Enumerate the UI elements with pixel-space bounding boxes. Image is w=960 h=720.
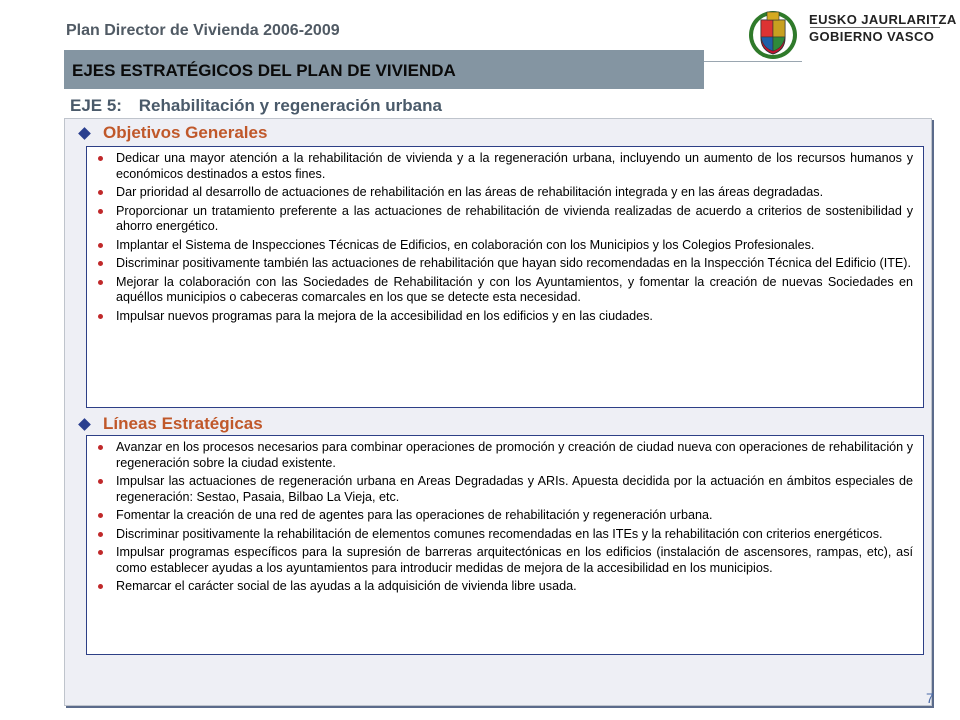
list-item: Impulsar programas específicos para la supresión de barreras arquitectónicas en los edificios (instalación de ascensores, rampas, etc), así como establecer ayudas a los ayuntamientos para introducir medidas de mejora de la accesibilidad en los municipios.: [98, 545, 913, 577]
coat-of-arms-icon: [747, 8, 799, 60]
axis-number: EJE 5:: [70, 96, 122, 115]
bullet-dot-icon: [98, 445, 103, 450]
list-item: Dar prioridad al desarrollo de actuaciones de rehabilitación en las áreas de rehabilitación integrada y en las áreas degradadas.: [98, 185, 913, 201]
objetivos-box: [86, 146, 924, 408]
bullet-dot-icon: [98, 209, 103, 214]
bullet-dot-icon: [98, 532, 103, 537]
bullet-dot-icon: [98, 156, 103, 161]
list-item: Avanzar en los procesos necesarios para combinar operaciones de promoción y creación de ciudad nueva con operaciones de rehabilitación y regeneración sobre la ciudad existente.: [98, 440, 913, 472]
list-item: Impulsar las actuaciones de regeneración urbana en Areas Degradadas y ARIs. Apuesta decidida por la actuación en ámbitos especiales de regeneración: Sestao, Pasaia, Bilbao La Vieja, etc.: [98, 474, 913, 506]
section-title: Objetivos Generales: [103, 123, 268, 142]
bullet-dot-icon: [98, 584, 103, 589]
list-item: Fomentar la creación de una red de agentes para las operaciones de rehabilitación y regeneración urbana.: [98, 508, 913, 524]
bullet-dot-icon: [98, 550, 103, 555]
bullet-dot-icon: [98, 314, 103, 319]
list-item: Discriminar positivamente también las actuaciones de rehabilitación que hayan sido recomendadas en la Inspección Técnica del Edificio (ITE).: [98, 256, 913, 272]
section-title: Líneas Estratégicas: [103, 414, 263, 433]
list-item: Mejorar la colaboración con las Sociedades de Rehabilitación y con los Ayuntamientos, y fomentar la creación de nuevas Sociedades en aquéllos municipios o cabeceras comarcales en los que se detecte esta necesidad.: [98, 275, 913, 307]
government-name: [809, 11, 957, 45]
section-heading-objetivos: [78, 123, 267, 143]
gov-divider: [810, 27, 940, 28]
gov-line-basque: EUSKO JAURLARITZA: [809, 12, 957, 27]
bullet-dot-icon: [98, 479, 103, 484]
bullet-dot-icon: [98, 280, 103, 285]
list-item: Implantar el Sistema de Inspecciones Técnicas de Edificios, en colaboración con los Municipios y los Colegios Profesionales.: [98, 238, 913, 254]
page-number: 7: [926, 690, 934, 706]
diamond-bullet-icon: [78, 418, 91, 431]
list-item: Proporcionar un tratamiento preferente a las actuaciones de rehabilitación de vivienda realizadas de acuerdo a criterios de sostenibilidad y ahorro energético.: [98, 204, 913, 236]
bullet-dot-icon: [98, 243, 103, 248]
banner-title: EJES ESTRATÉGICOS DEL PLAN DE VIVIENDA: [72, 61, 456, 80]
bullet-dot-icon: [98, 513, 103, 518]
banner-divider: [704, 61, 802, 62]
bullet-dot-icon: [98, 190, 103, 195]
list-item: Discriminar positivamente la rehabilitación de elementos comunes recomendadas en las ITEs y la rehabilitación con criterios energéticos.: [98, 527, 913, 543]
list-item: Impulsar nuevos programas para la mejora de la accesibilidad en los edificios y en las ciudades.: [98, 309, 913, 325]
diamond-bullet-icon: [78, 127, 91, 140]
axis-title: Rehabilitación y regeneración urbana: [138, 96, 442, 115]
objetivos-list: [98, 151, 913, 325]
lineas-list: [98, 440, 913, 595]
document-title: Plan Director de Vivienda 2006-2009: [66, 22, 340, 39]
section-heading-lineas: [78, 414, 263, 434]
lineas-box: [86, 435, 924, 655]
axis-heading: [70, 96, 442, 116]
list-item: Dedicar una mayor atención a la rehabilitación de vivienda y a la regeneración urbana, incluyendo un aumento de los recursos humanos y económicos destinados a estos fines.: [98, 151, 913, 183]
gov-line-spanish: GOBIERNO VASCO: [809, 29, 935, 44]
list-item: Remarcar el carácter social de las ayudas a la adquisición de vivienda libre usada.: [98, 579, 913, 595]
bullet-dot-icon: [98, 261, 103, 266]
